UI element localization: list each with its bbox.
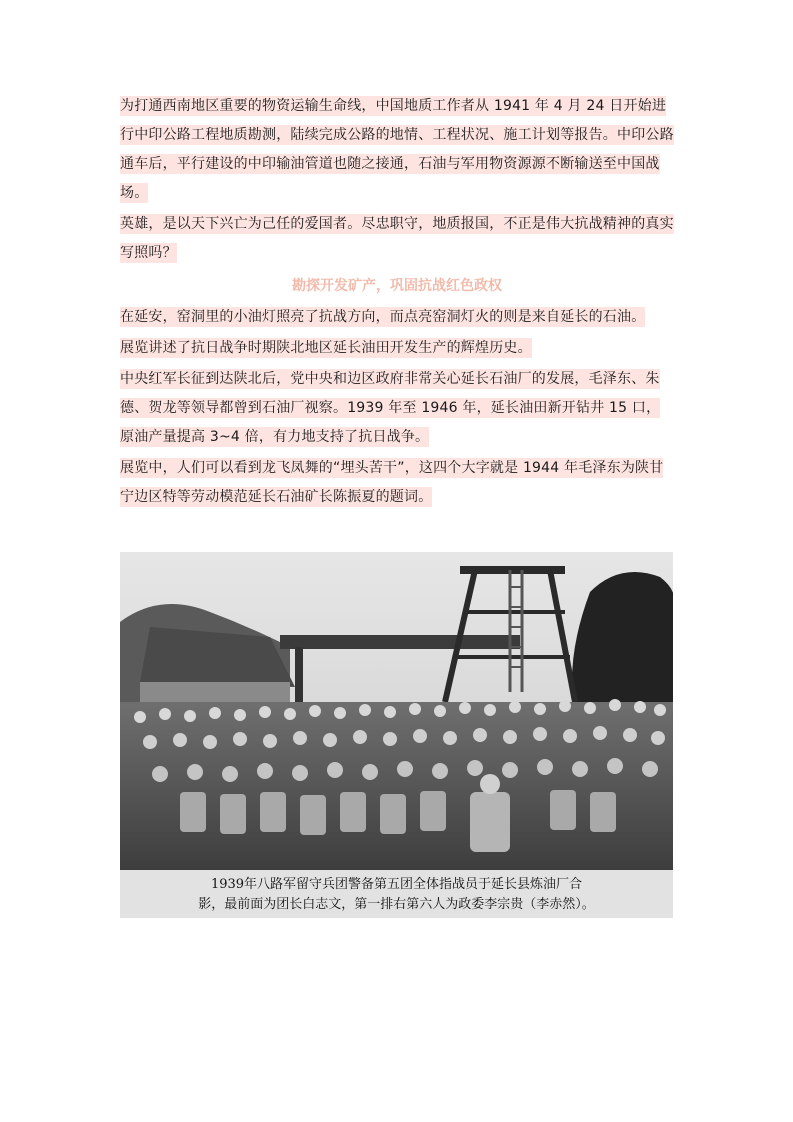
photo-caption-line-2: 影，最前面为团长白志文，第一排右第六人为政委李宗贵（李赤然）。 — [198, 897, 595, 912]
article-body — [120, 92, 674, 514]
paragraph-inscription: 展览中，人们可以看到龙飞凤舞的“埋头苦干”，这四个大字就是 1944 年毛泽东为陕甘宁边区特等劳动模范延长石油矿长陈振夏的题词。 — [120, 460, 664, 505]
photo-caption-line-1: 1939年八路军留守兵团警备第五团全体指战员于延长县炼油厂合 — [210, 877, 583, 892]
paragraph-yanan-lamp: 在延安，窑洞里的小油灯照亮了抗战方向，而点亮窑洞灯火的则是来自延长的石油。 — [120, 309, 646, 325]
paragraph-heroes: 英雄，是以天下兴亡为己任的爱国者。尽忠职守，地质报国，不正是伟大抗战精神的真实写照吗？ — [120, 216, 674, 261]
paragraph-china-india-road: 为打通西南地区重要的物资运输生命线，中国地质工作者从 1941 年 4 月 24 日开始进行中印公路工程地质勘测，陆续完成公路的地情、工程状况、施工计划等报告。中印公路通车后，平行建设的中印输油管道也随之接通，石油与军用物资源源不断输送至中国战场。 — [120, 98, 674, 201]
photo-caption — [120, 875, 673, 915]
historical-photo — [120, 552, 673, 918]
section-heading: 勘探开发矿产，巩固抗战红色政权 — [292, 278, 502, 294]
historical-group-photo-icon — [120, 552, 673, 918]
paragraph-yanchang-oilfield: 中央红军长征到达陕北后，党中央和边区政府非常关心延长石油厂的发展，毛泽东、朱德、贺龙等领导都曾到石油厂视察。1939 年至 1946 年，延长油田新开钻井 15 口，原油产量提高 3~4 倍，有力地支持了抗日战争。 — [120, 371, 661, 445]
paragraph-exhibition-history: 展览讲述了抗日战争时期陕北地区延长油田开发生产的辉煌历史。 — [120, 340, 532, 356]
